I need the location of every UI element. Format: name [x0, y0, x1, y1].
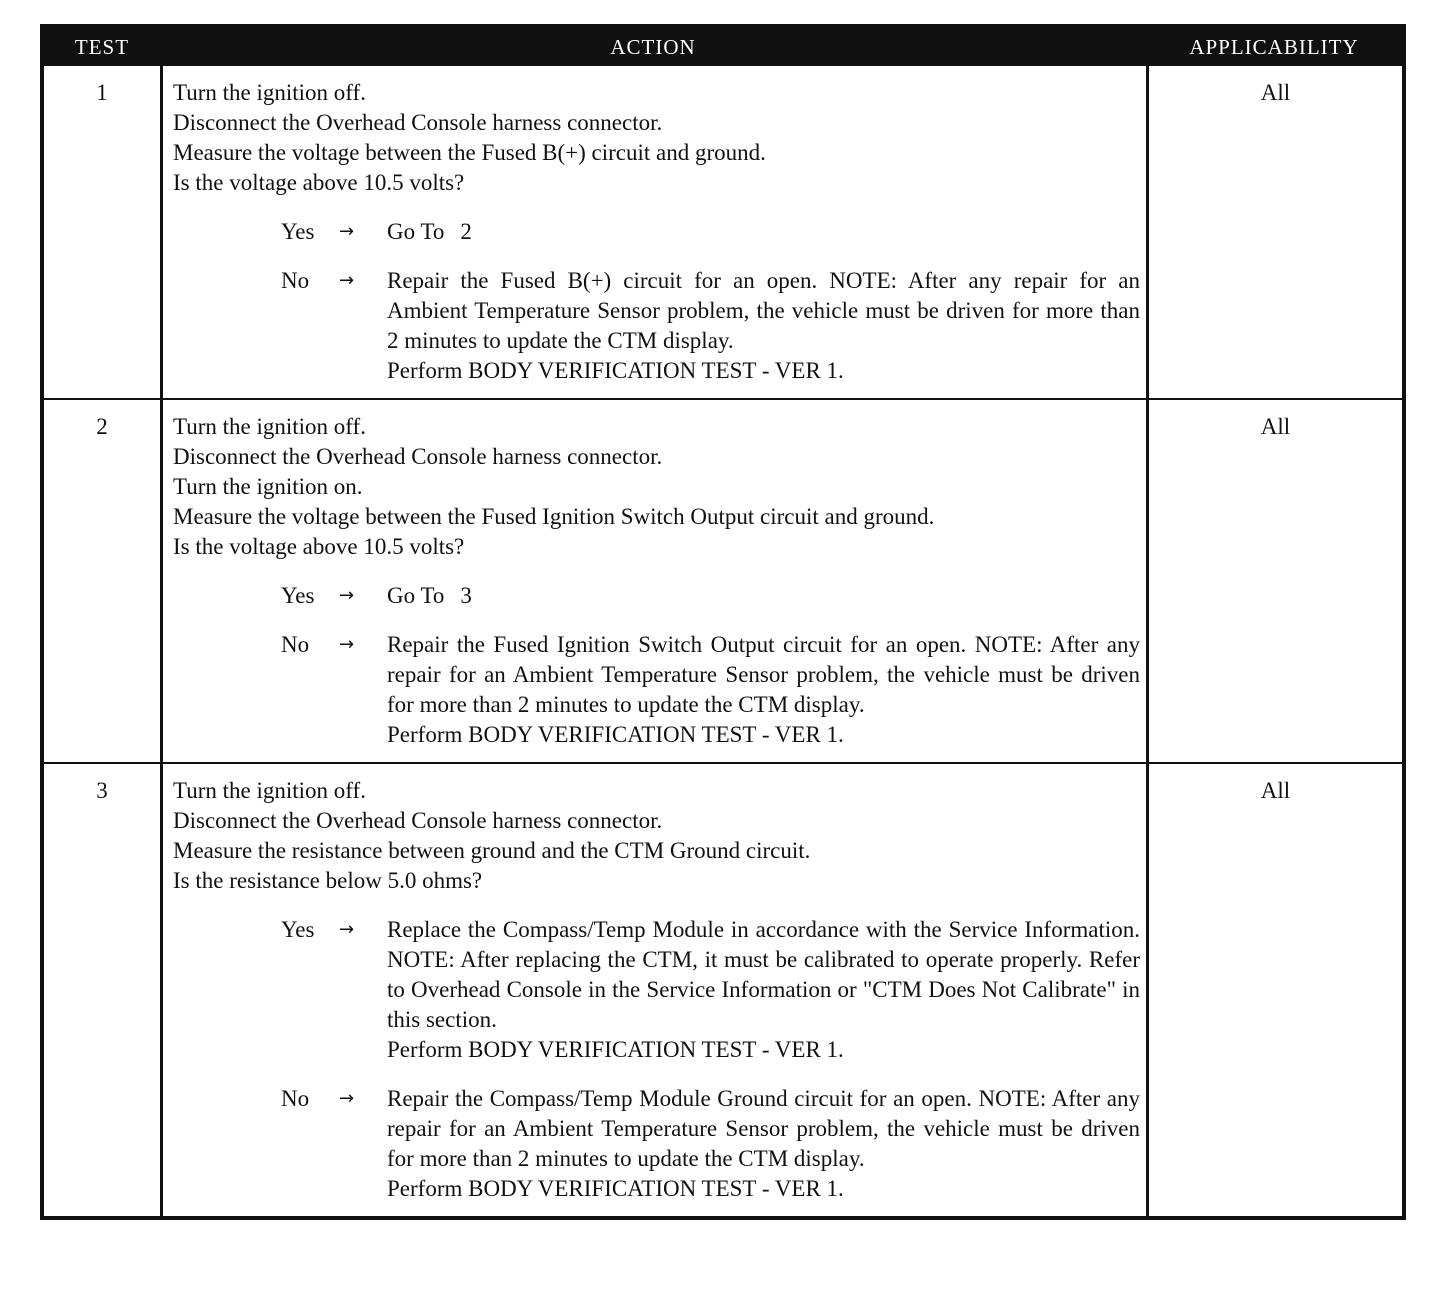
verification-text: Perform BODY VERIFICATION TEST - VER 1. — [387, 722, 844, 747]
test-row-2 — [44, 398, 1402, 762]
action-cell — [160, 764, 1149, 1216]
diagnostic-test-table — [40, 24, 1406, 1220]
no-repair-text: Repair the Fused B(+) circuit for an open. NOTE: After any repair for an Ambient Temperature Sensor problem, the vehicle must be driven for more than 2 minutes to update the CTM display. — [387, 268, 1140, 353]
no-text — [387, 266, 1140, 386]
arrow-right-icon: → — [339, 634, 355, 655]
goto-label: Go To — [387, 583, 445, 608]
arrow-right-icon: → — [339, 1088, 355, 1109]
yes-text — [387, 915, 1140, 1065]
yes-text — [387, 581, 1140, 611]
no-label: No — [281, 1086, 310, 1111]
test-row-3 — [44, 762, 1402, 1216]
test-number: 2 — [96, 414, 108, 439]
action-step: Is the voltage above 10.5 volts? — [173, 534, 465, 559]
yes-result — [173, 217, 1140, 247]
action-step: Measure the voltage between the Fused Ignition Switch Output circuit and ground. — [173, 504, 935, 529]
no-repair-text: Repair the Compass/Temp Module Ground circuit for an open. NOTE: After any repair for an Ambient Temperature Sensor problem, the vehicle must be driven for more than 2 minutes to update the CTM display. — [387, 1086, 1140, 1171]
arrow-right-icon: → — [339, 270, 355, 291]
action-cell — [160, 66, 1149, 398]
yes-label: Yes — [281, 917, 315, 942]
no-repair-text: Repair the Fused Ignition Switch Output circuit for an open. NOTE: After any repair for an Ambient Temperature Sensor problem, the vehicle must be driven for more than 2 minutes to update the CTM display. — [387, 632, 1140, 717]
arrow-right-icon: → — [339, 919, 355, 940]
arrow-right-icon: → — [339, 221, 355, 242]
no-label: No — [281, 632, 310, 657]
action-step: Disconnect the Overhead Console harness connector. — [173, 808, 663, 833]
action-step: Disconnect the Overhead Console harness connector. — [173, 444, 663, 469]
goto-number: 3 — [460, 583, 472, 608]
action-step: Turn the ignition on. — [173, 474, 363, 499]
verification-text: Perform BODY VERIFICATION TEST - VER 1. — [387, 1176, 844, 1201]
action-step: Is the voltage above 10.5 volts? — [173, 170, 465, 195]
action-cell — [160, 400, 1149, 762]
no-result — [173, 1084, 1140, 1204]
header-test: TEST — [74, 34, 130, 59]
applicability-value: All — [1260, 80, 1291, 105]
yes-text — [387, 217, 1140, 247]
no-text — [387, 1084, 1140, 1204]
test-number: 1 — [96, 80, 108, 105]
action-step: Disconnect the Overhead Console harness connector. — [173, 110, 663, 135]
header-applicability: APPLICABILITY — [1189, 34, 1359, 59]
applicability-value: All — [1260, 778, 1291, 803]
action-step: Turn the ignition off. — [173, 414, 366, 439]
action-step: Measure the voltage between the Fused B(+) circuit and ground. — [173, 140, 766, 165]
action-step: Is the resistance below 5.0 ohms? — [173, 868, 483, 893]
yes-replace-text: Replace the Compass/Temp Module in accordance with the Service Information. NOTE: After replacing the CTM, it must be calibrated to operate properly. Refer to Overhead Console in the Service Information or "CTM Does Not Calibrate" in this section. — [387, 917, 1140, 1032]
yes-label: Yes — [281, 583, 315, 608]
no-result — [173, 266, 1140, 386]
verification-text: Perform BODY VERIFICATION TEST - VER 1. — [387, 358, 844, 383]
action-step: Turn the ignition off. — [173, 778, 366, 803]
no-text — [387, 630, 1140, 750]
yes-result — [173, 581, 1140, 611]
test-row-1 — [44, 66, 1402, 398]
table-header — [44, 28, 1402, 66]
yes-label: Yes — [281, 219, 315, 244]
yes-result — [173, 915, 1140, 1065]
goto-number: 2 — [460, 219, 472, 244]
test-number: 3 — [96, 778, 108, 803]
action-step: Turn the ignition off. — [173, 80, 366, 105]
header-action: ACTION — [610, 34, 696, 59]
goto-label: Go To — [387, 219, 445, 244]
verification-text: Perform BODY VERIFICATION TEST - VER 1. — [387, 1037, 844, 1062]
no-label: No — [281, 268, 310, 293]
arrow-right-icon: → — [339, 585, 355, 606]
action-step: Measure the resistance between ground and the CTM Ground circuit. — [173, 838, 811, 863]
no-result — [173, 630, 1140, 750]
applicability-value: All — [1260, 414, 1291, 439]
